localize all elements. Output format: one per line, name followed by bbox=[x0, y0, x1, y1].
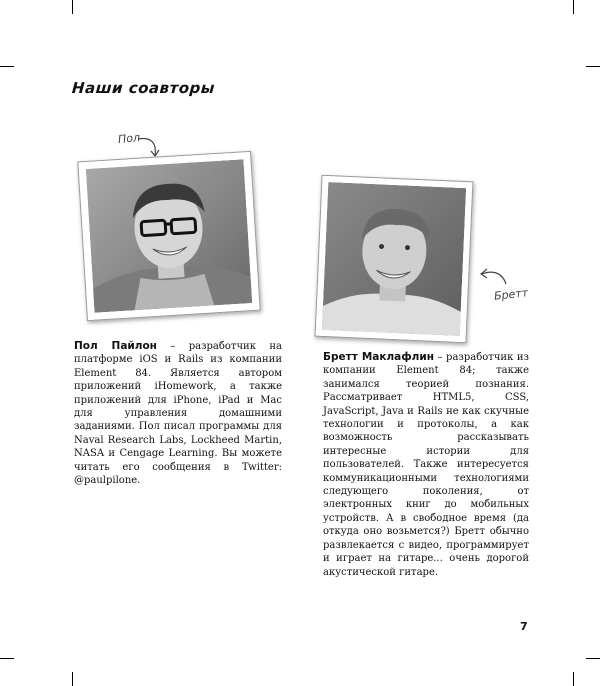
brett-name: Бретт Маклафлин bbox=[323, 351, 434, 363]
crop-mark-bottom-left-h bbox=[0, 658, 14, 659]
brett-bio bbox=[323, 351, 529, 579]
paul-photo bbox=[77, 151, 260, 321]
paul-name: Пол Пайлон bbox=[74, 340, 157, 352]
paul-photo-label: Пол bbox=[117, 130, 141, 147]
brett-photo bbox=[315, 175, 474, 343]
brett-bio-text: – разработчик из компании Element 84; также занимался теорией познания. Рассматривает HTML5, CSS, JavaScript, Java и Rails не как скучные технологии и протоколы, а как возможность рассказывать интересные истории для пользователей. Также интересуется коммуникационными технологиями следующего поколения, от электронных книг до мобильных устройств. А в свободное время (да откуда оно возьмется?) Бретт обычно развлекается с видео, программирует и играет на гитаре... очень дорогой акустической гитаре. bbox=[323, 352, 529, 578]
crop-mark-bottom-left-v bbox=[72, 672, 73, 686]
crop-mark-bottom-right-h bbox=[586, 658, 600, 659]
crop-mark-top-left-v bbox=[72, 0, 73, 14]
brett-portrait bbox=[322, 182, 466, 336]
paul-bio bbox=[74, 340, 282, 487]
crop-mark-top-right-h bbox=[586, 66, 600, 67]
crop-mark-top-right-v bbox=[573, 0, 574, 14]
page-number: 7 bbox=[520, 620, 528, 633]
crop-mark-top-left-h bbox=[0, 66, 14, 67]
brett-photo-label: Бретт bbox=[493, 286, 529, 303]
section-title: Наши соавторы bbox=[71, 79, 216, 97]
paul-bio-text: – разработчик на платформе iOS и Rails из компании Element 84. Является автором приложений iHomework, а также приложений для iPhone, iPad и Mac для управления домашними заданиями. Пол писал программы для Naval Research Labs, Lockheed Martin, NASA и Cengage Learning. Вы можете читать его сообщения в Twitter: @paulpilone. bbox=[74, 341, 282, 487]
crop-mark-bottom-right-v bbox=[573, 672, 574, 686]
brett-arrow-icon bbox=[476, 266, 510, 290]
paul-portrait bbox=[86, 159, 252, 312]
